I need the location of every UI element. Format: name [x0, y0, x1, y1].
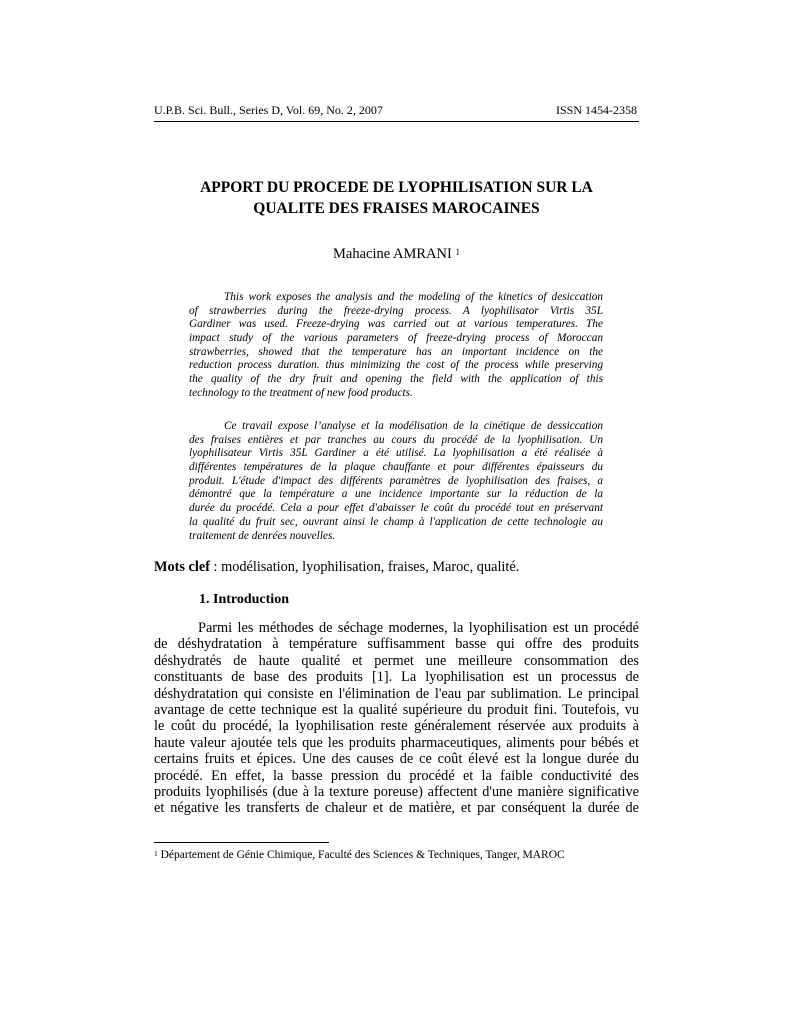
- abstract-french: [189, 420, 603, 543]
- body-line: avantage de cette technique est la qualité supérieure du produit fini. Toutefois, vu: [154, 701, 639, 718]
- keywords-label: Mots clef: [154, 559, 210, 575]
- body-line: de déshydratation à température suffisamment basse qui offre des produits: [154, 636, 639, 653]
- abstract-line: lyophilisateur Virtis 35L Gardiner a été utilisé. La lyophilisation a été réalisée à: [189, 447, 603, 460]
- abstract-line: reduction process duration. thus minimizing the cost of the process while preserving: [189, 359, 603, 372]
- body-line: certains fruits et épices. Une des causes de ce coût élevé est la longue durée du: [154, 751, 639, 768]
- abstract-line: durée du procédé. Cela a pour effet d'abaisser le coût du procédé tout en préservant: [189, 502, 603, 515]
- abstract-line: démontré que la température a une incidence importante sur la réduction de la: [189, 488, 603, 501]
- abstract-line: impact study of the various parameters of freeze-drying process of Moroccan: [189, 332, 603, 345]
- running-header: [154, 103, 639, 122]
- journal-citation: U.P.B. Sci. Bull., Series D, Vol. 69, No. 2, 2007: [154, 103, 383, 117]
- body-line: et négative les transferts de chaleur et de matière, et par conséquent la durée de: [154, 800, 639, 817]
- title-line: APPORT DU PROCEDE DE LYOPHILISATION SUR LA: [200, 179, 593, 196]
- abstract-line: the quality of the dry fruit and opening the field with the application of this: [189, 373, 603, 386]
- keywords: [154, 558, 519, 576]
- body-line: déshydratés de haute qualité et permet une meilleure consommation des: [154, 652, 639, 669]
- title-line: QUALITE DES FRAISES MAROCAINES: [253, 200, 540, 217]
- abstract-line: This work exposes the analysis and the modeling of the kinetics of desiccation: [224, 291, 603, 303]
- body-line: constituants de base des produits [1]. La lyophilisation est un processus de: [154, 669, 639, 686]
- abstract-line: technology to the treatment of new food products.: [189, 386, 413, 399]
- footnote-divider: [154, 842, 329, 843]
- body-line: déshydratation qui consiste en l'élimination de l'eau par sublimation. Le principal: [154, 685, 639, 702]
- abstract-line: des fraises entières et par tranches au cours du procédé de la lyophilisation. Un: [189, 433, 603, 446]
- footnote-mark: 1: [154, 849, 158, 858]
- footnote-text: Département de Génie Chimique, Faculté des Sciences & Techniques, Tanger, MAROC: [157, 849, 565, 861]
- body-line: haute valeur ajoutée tels que les produits pharmaceutiques, aliments pour bébés et: [154, 734, 639, 751]
- author-footnote-mark: 1: [455, 247, 460, 257]
- issn-label: ISSN 1454-2358: [555, 103, 637, 117]
- author-line: [154, 245, 639, 263]
- abstract-line: of strawberries during the freeze-drying process. A lyophilisator Virtis 35L: [189, 304, 603, 317]
- body-line: produits lyophilisés (due à la texture poreuse) affectent d'une manière significative: [154, 783, 639, 800]
- abstract-line: Gardiner was used. Freeze-drying was carried out at various temperatures. The: [189, 318, 603, 331]
- abstract-line: Ce travail expose l’analyse et la modélisation de la cinétique de dessiccation: [224, 420, 603, 432]
- body-line: Parmi les méthodes de séchage modernes, la lyophilisation est un procédé: [198, 620, 639, 636]
- body-line: le coût du procédé, la lyophilisation reste généralement réservée aux produits à: [154, 718, 639, 735]
- abstract-line: la qualité du fruit sec, ouvrant ainsi le champ à l'application de cette technologie au: [189, 515, 603, 528]
- paper-title: [154, 177, 639, 219]
- abstract-line: traitement de denrées nouvelles.: [189, 529, 336, 542]
- abstract-english: [189, 291, 603, 401]
- section-heading: 1. Introduction: [199, 592, 289, 607]
- author-name: Mahacine AMRANI: [333, 246, 452, 262]
- footnote: [154, 848, 565, 862]
- keywords-text: : modélisation, lyophilisation, fraises, Maroc, qualité.: [209, 559, 520, 575]
- abstract-line: différentes températures de la plaque chauffante et pour différentes épaisseurs du: [189, 461, 603, 474]
- body-line: procédé. En effet, la basse pression du procédé et la faible conductivité des: [154, 767, 639, 784]
- abstract-line: produit. L'étude d'impact des différents paramètres de lyophilisation des fraises, a: [189, 474, 603, 487]
- introduction-paragraph: [154, 620, 639, 817]
- abstract-line: strawberries, showed that the temperature has an important incidence on the: [189, 345, 603, 358]
